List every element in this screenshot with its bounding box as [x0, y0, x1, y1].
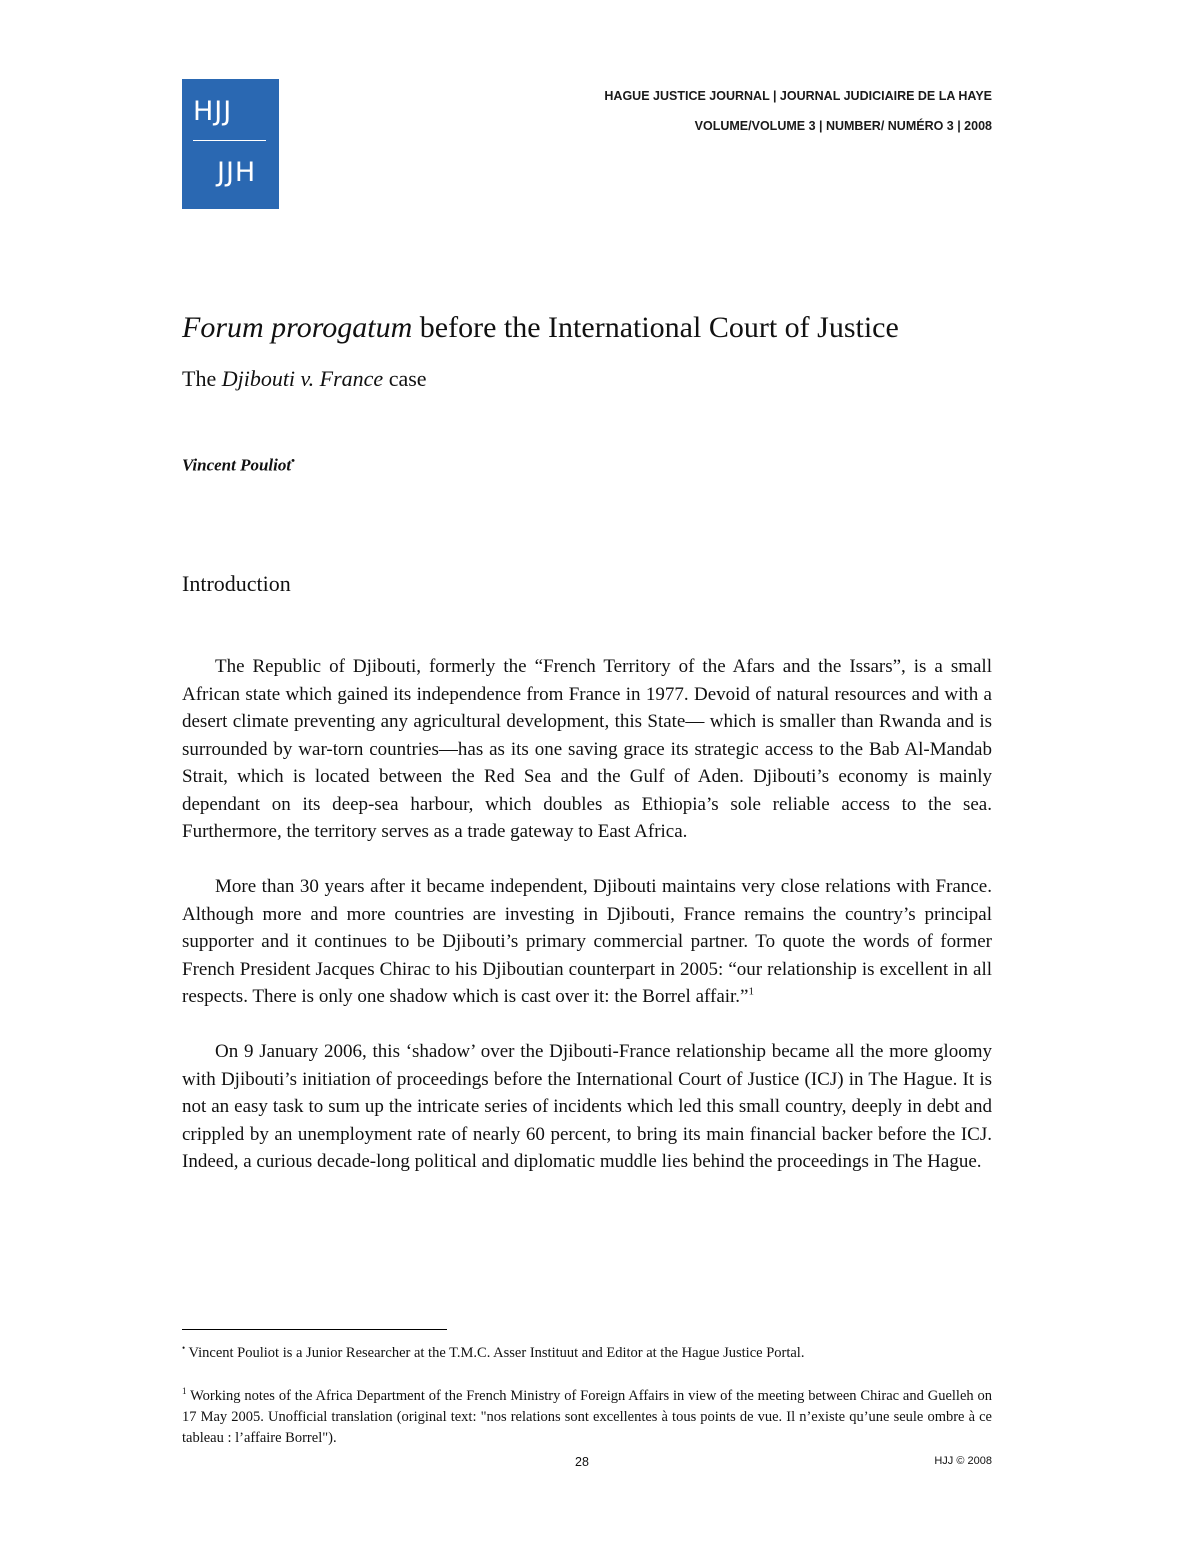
footnote-ref-1: 1: [748, 985, 754, 998]
journal-name: HAGUE JUSTICE JOURNAL | JOURNAL JUDICIAIRE DE LA HAYE: [604, 89, 992, 103]
author-name: Vincent Pouliot: [182, 455, 292, 475]
journal-logo: [182, 79, 279, 209]
paragraph-1: The Republic of Djibouti, formerly the “French Territory of the Afars and the Issars”, is a small African state which gained its independence from France in 1977. Devoid of natural resources and with a desert climate preventing any agricultural development, this State— which is smaller than Rwanda and is surrounded by war-torn countries—has as its one saving grace its strategic access to the Bab Al-Mandab Strait, which is located between the Red Sea and the Gulf of Aden. Djibouti’s economy is mainly dependant on its deep-sea harbour, which doubles as Ethiopia’s sole reliable access to the sea. Furthermore, the territory serves as a trade gateway to East Africa.: [182, 656, 992, 842]
subtitle-pre: The: [182, 366, 222, 391]
paragraph-3: On 9 January 2006, this ‘shadow’ over the Djibouti-France relationship became all the more gloomy with Djibouti’s initiation of proceedings before the International Court of Justice (ICJ) in The Hague. It is not an easy task to sum up the intricate series of incidents which led this small country, deeply in debt and crippled by an unemployment rate of nearly 60 percent, to bring its main financial backer before the ICJ. Indeed, a curious decade-long political and diplomatic muddle lies behind the proceedings in The Hague.: [182, 1041, 992, 1172]
article-subtitle: [182, 366, 427, 392]
footnote-author-mark: •: [182, 1343, 186, 1354]
footnote-1: [182, 1386, 992, 1449]
article-title-italic: Forum prorogatum: [182, 311, 413, 344]
author-byline: [182, 455, 295, 476]
copyright-notice: HJJ © 2008: [934, 1455, 992, 1467]
footnote-1-text: Working notes of the Africa Department of the French Ministry of Foreign Affairs in view of the meeting between Chirac and Guelleh on 17 May 2005. Unofficial translation (original text: "nos relations sont excellentes à tous points de vue. Il n’existe qu’une seule ombre à ce tableau : l’affaire Borrel").: [182, 1388, 992, 1446]
journal-volume: VOLUME/VOLUME 3 | NUMBER/ NUMÉRO 3 | 2008: [694, 119, 992, 133]
author-footnote-mark: •: [291, 455, 295, 467]
subtitle-italic: Djibouti v. France: [221, 366, 384, 391]
paragraph-2-text: More than 30 years after it became independent, Djibouti maintains very close relations with France. Although more and more countries are investing in Djibouti, France remains the country’s principal supporter and it continues to be Djibouti’s primary commercial partner. To quote the words of former French President Jacques Chirac to his Djiboutian counterpart in 2005: “our relationship is excellent in all respects. There is only one shadow which is cast over it: the Borrel affair.”: [182, 876, 992, 1007]
footnote-separator: [182, 1329, 447, 1330]
logo-text-bottom: JJH: [217, 157, 257, 188]
article-title-rest: before the International Court of Justice: [412, 311, 899, 344]
footnote-author-text: Vincent Pouliot is a Junior Researcher at the T.M.C. Asser Instituut and Editor at the Hague Justice Portal.: [185, 1345, 805, 1361]
subtitle-post: case: [383, 366, 427, 391]
logo-text-top: HJJ: [193, 96, 233, 127]
article-title: [182, 311, 899, 345]
footnote-1-mark: 1: [182, 1386, 187, 1397]
logo-divider: [193, 140, 266, 141]
footnote-author: [182, 1343, 992, 1364]
section-heading: Introduction: [182, 571, 291, 596]
body-text: [182, 653, 992, 1203]
paragraph-2: [182, 873, 992, 1011]
page-number: 28: [575, 1455, 589, 1469]
